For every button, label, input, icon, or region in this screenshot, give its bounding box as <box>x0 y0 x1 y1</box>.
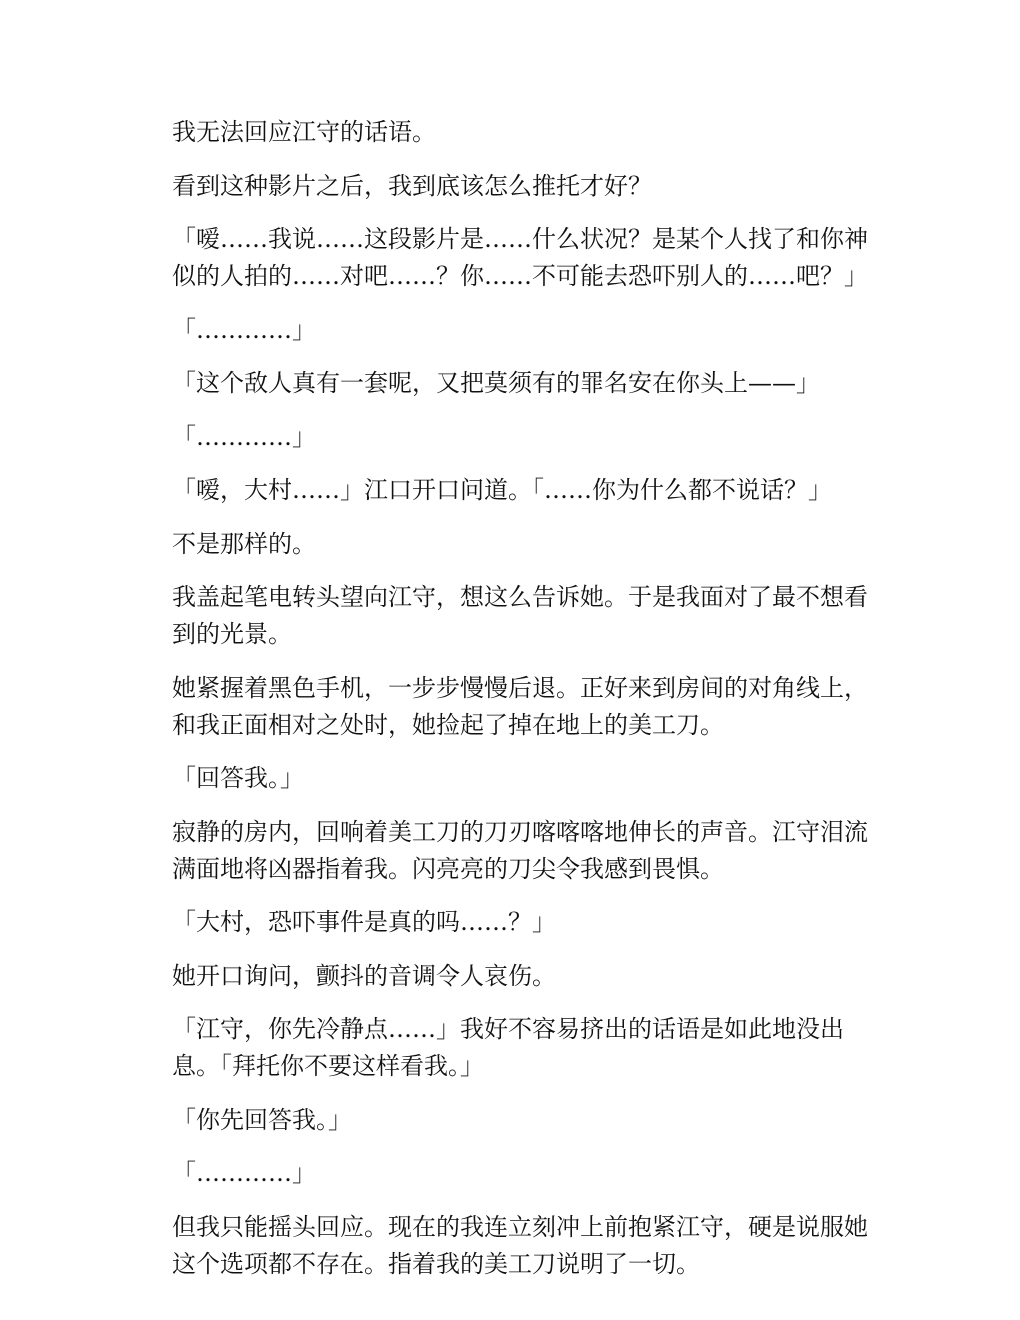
text-line: 「嗳……我说……这段影片是……什么状况？是某个人找了和你神 <box>172 225 868 253</box>
paragraph <box>122 670 912 744</box>
text-line: 她紧握着黑色手机，一步步慢慢后退。正好来到房间的对角线上， <box>172 673 868 702</box>
text-line: 她开口询问，颤抖的音调令人哀伤。 <box>172 961 556 990</box>
paragraph <box>122 365 912 402</box>
paragraph <box>122 114 912 151</box>
paragraph <box>122 221 912 295</box>
paragraph <box>122 579 912 653</box>
text-line: 到的光景。 <box>172 620 292 648</box>
paragraph <box>122 419 912 456</box>
paragraph <box>122 168 912 205</box>
document-page <box>122 114 912 1299</box>
text-line: 不是那样的。 <box>172 529 316 558</box>
text-line: 「…………」 <box>172 422 316 451</box>
text-line: 「你先回答我。」 <box>172 1105 352 1134</box>
text-line: 「大村，恐吓事件是真的吗……？」 <box>172 908 556 936</box>
text-line: 「江守，你先冷静点……」我好不容易挤出的话语是如此地没出 <box>172 1015 844 1043</box>
text-line: 寂静的房内，回响着美工刀的刀刃喀喀喀地伸长的声音。江守泪流 <box>172 817 868 846</box>
paragraph <box>122 472 912 509</box>
text-line: 「这个敌人真有一套呢，又把莫须有的罪名安在你头上——」 <box>172 369 820 397</box>
text-line: 这个选项都不存在。指着我的美工刀说明了一切。 <box>172 1249 700 1278</box>
text-line: 息。「拜托你不要这样看我。」 <box>172 1052 484 1080</box>
paragraph <box>122 1155 912 1192</box>
text-line: 但我只能摇头回应。现在的我连立刻冲上前抱紧江守，硬是说服她 <box>172 1212 868 1241</box>
text-line: 「回答我。」 <box>172 764 304 792</box>
paragraph <box>122 904 912 941</box>
text-line: 我无法回应江守的话语。 <box>172 118 436 146</box>
paragraph <box>122 1102 912 1139</box>
paragraph <box>122 1209 912 1283</box>
paragraph <box>122 1011 912 1085</box>
paragraph <box>122 312 912 349</box>
text-line: 「…………」 <box>172 1159 316 1187</box>
text-line: 「嗳，大村……」江口开口问道。「……你为什么都不说话？」 <box>172 476 832 504</box>
text-line: 我盖起笔电转头望向江守，想这么告诉她。于是我面对了最不想看 <box>172 583 868 611</box>
paragraph <box>122 814 912 888</box>
text-line: 和我正面相对之处时，她捡起了掉在地上的美工刀。 <box>172 710 724 739</box>
paragraph <box>122 958 912 995</box>
text-line: 「…………」 <box>172 315 316 344</box>
text-line: 似的人拍的……对吧……？你……不可能去恐吓别人的……吧？」 <box>172 262 868 290</box>
text-line: 看到这种影片之后，我到底该怎么推托才好？ <box>172 171 652 200</box>
paragraph <box>122 526 912 563</box>
paragraph <box>122 760 912 797</box>
text-line: 满面地将凶器指着我。闪亮亮的刀尖令我感到畏惧。 <box>172 854 724 883</box>
